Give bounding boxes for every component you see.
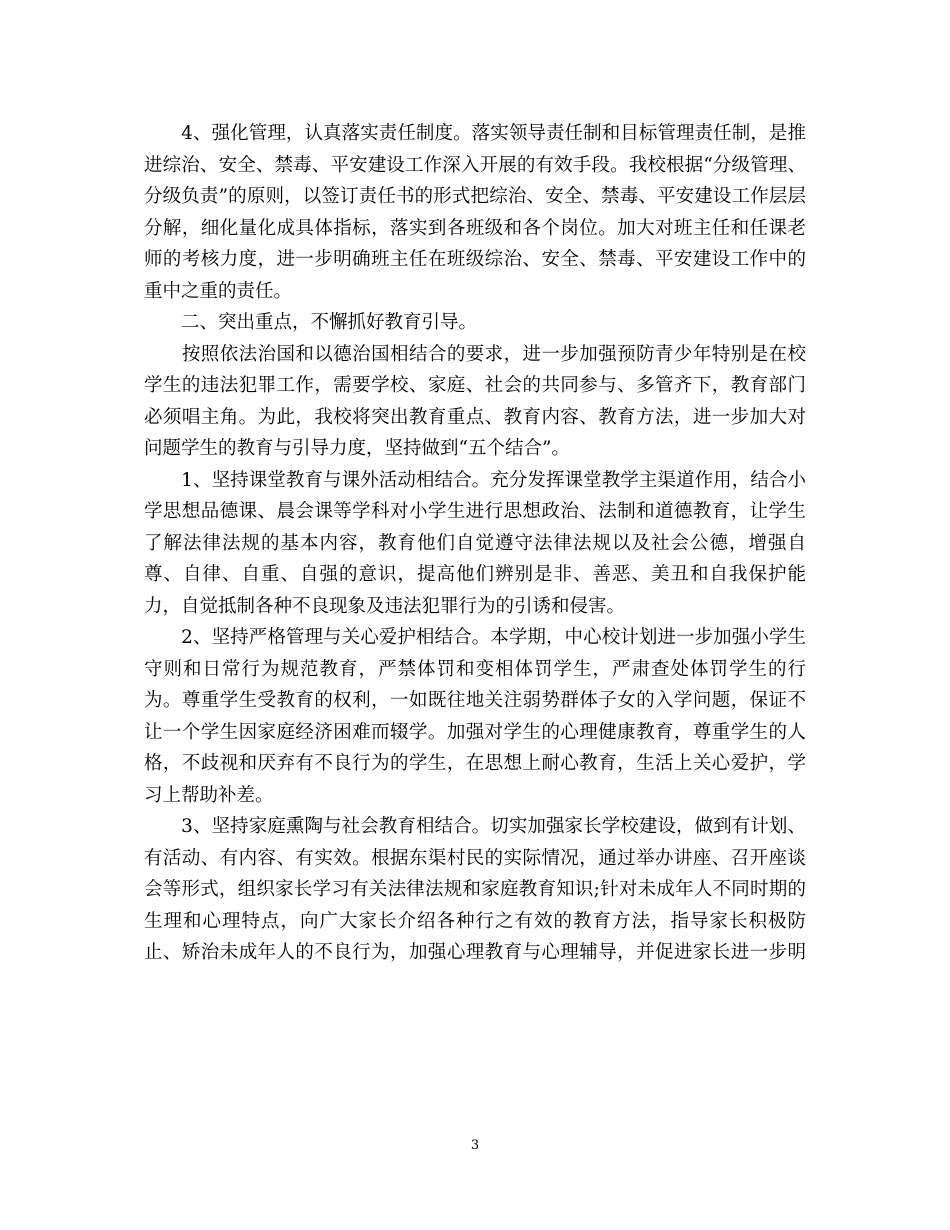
text-line: 生理和心理特点，向广大家长介绍各种行之有效的教育方法，指导家长积极防 [144, 910, 806, 932]
text-line: 分解，细化量化成具体指标，落实到各班级和各个岗位。加大对班主任和任课老 [144, 217, 806, 239]
section-heading: 二、突出重点，不懈抓好教育引导。 [144, 312, 478, 333]
text-line: 分级负责”的原则，以签订责任书的形式把综治、安全、禁毒、平安建设工作层层 [144, 186, 806, 207]
text-line: 师的考核力度，进一步明确班主任在班级综治、安全、禁毒、平安建设工作中的 [144, 249, 806, 270]
text-line: 1、坚持课堂教育与课外活动相结合。充分发挥课堂教学主渠道作用，结合小 [144, 469, 806, 491]
text-line: 力，自觉抵制各种不良现象及违法犯罪行为的引诱和侵害。 [144, 595, 626, 617]
text-line: 止、矫治未成年人的不良行为，加强心理教育与心理辅导，并促进家长进一步明 [144, 942, 806, 963]
text-line: 习上帮助补差。 [144, 784, 274, 806]
text-line: 必须唱主角。为此，我校将突出教育重点、教育内容、教育方法，进一步加大对 [144, 406, 806, 428]
document-body [144, 118, 806, 969]
text-line: 4、强化管理，认真落实责任制度。落实领导责任制和目标管理责任制，是推 [144, 123, 806, 144]
text-line: 格，不歧视和厌弃有不良行为的学生，在思想上耐心教育，生活上关心爱护，学 [144, 753, 806, 774]
text-line: 让一个学生因家庭经济困难而辍学。加强对学生的心理健康教育，尊重学生的人 [144, 721, 806, 743]
text-line: 按照依法治国和以德治国相结合的要求，进一步加强预防青少年特别是在校 [144, 343, 806, 365]
text-line: 学生的违法犯罪工作，需要学校、家庭、社会的共同参与、多管齐下，教育部门 [144, 375, 806, 396]
text-line: 尊、自律、自重、自强的意识，提高他们辨别是非、善恶、美丑和自我保护能 [144, 564, 806, 585]
text-line: 了解法律法规的基本内容，教育他们自觉遵守法律法规以及社会公德，增强自 [144, 532, 806, 554]
text-line: 进综治、安全、禁毒、平安建设工作深入开展的有效手段。我校根据“分级管理、 [144, 154, 806, 176]
text-line: 会等形式，组织家长学习有关法律法规和家庭教育知识;针对未成年人不同时期的 [144, 879, 806, 900]
text-line: 为。尊重学生受教育的权利，一如既往地关注弱势群体子女的入学问题，保证不 [144, 690, 806, 711]
page-number: 3 [470, 1138, 480, 1153]
text-line: 重中之重的责任。 [144, 280, 293, 302]
text-line: 问题学生的教育与引导力度，坚持做到“五个结合”。 [144, 438, 570, 459]
text-line: 3、坚持家庭熏陶与社会教育相结合。切实加强家长学校建设，做到有计划、 [144, 816, 806, 837]
text-line: 2、坚持严格管理与关心爱护相结合。本学期，中心校计划进一步加强小学生 [144, 627, 806, 648]
text-line: 守则和日常行为规范教育，严禁体罚和变相体罚学生，严肃查处体罚学生的行 [144, 658, 806, 680]
text-line: 学思想品德课、晨会课等学科对小学生进行思想政治、法制和道德教育，让学生 [144, 501, 806, 522]
text-line: 有活动、有内容、有实效。根据东渠村民的实际情况，通过举办讲座、召开座谈 [144, 847, 806, 869]
